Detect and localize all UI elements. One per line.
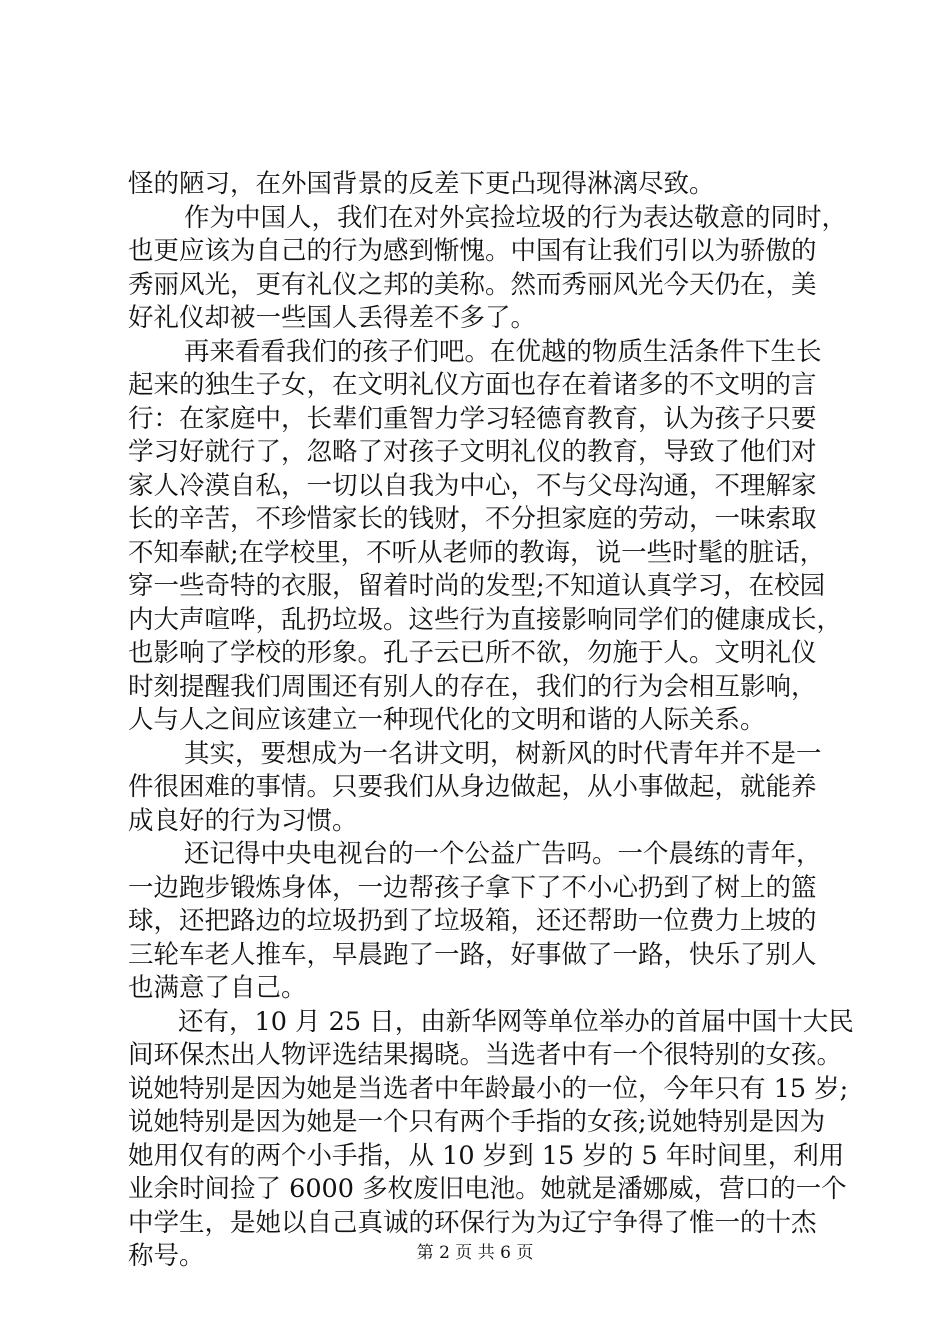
- text-line: 好礼仪却被一些国人丢得差不多了。: [128, 303, 537, 333]
- page-number-footer: 第 2 页 共 6 页: [416, 1243, 534, 1263]
- text-line: 也更应该为自己的行为感到惭愧。中国有让我们引以为骄傲的: [128, 236, 817, 266]
- text-line: 称号。: [128, 1241, 205, 1271]
- text-line: 家人冷漠自私，一切以自我为中心，不与父母沟通，不理解家: [128, 470, 817, 501]
- text-line: 也影响了学校的形象。孔子云已所不欲，勿施于人。文明礼仪: [128, 638, 817, 668]
- text-line: 穿一些奇特的衣服，留着时尚的发型;不知道认真学习，在校园: [128, 571, 826, 601]
- document-body: [128, 168, 854, 1274]
- text-line: 三轮车老人推车，早晨跑了一路，好事做了一路，快乐了别人: [128, 939, 817, 970]
- text-line: 中学生，是她以自己真诚的环保行为为辽宁争得了惟一的十杰: [128, 1207, 817, 1238]
- text-line: 业余时间捡了 6000 多枚废旧电池。她就是潘娜威，营口的一个: [128, 1174, 847, 1204]
- paragraph-start-line: 再来看看我们的孩子们吧。在优越的物质生活条件下生长: [184, 336, 822, 367]
- text-line: 成良好的行为习惯。: [128, 805, 358, 836]
- text-line: 说她特别是因为她是一个只有两个手指的女孩;说她特别是因为: [128, 1107, 826, 1137]
- text-line: 怪的陋习，在外国背景的反差下更凸现得淋漓尽致。: [128, 169, 715, 199]
- text-line: 一边跑步锻炼身体，一边帮孩子拿下了不小心扔到了树上的篮: [128, 872, 817, 903]
- paragraph-start-line: 还有，10 月 25 日，由新华网等单位举办的首届中国十大民: [178, 1006, 854, 1037]
- text-line: 人与人之间应该建立一种现代化的文明和谐的人际关系。: [128, 705, 766, 735]
- text-line: 不知奉献;在学校里，不听从老师的教诲，说一些时髦的脏话，: [128, 537, 826, 568]
- text-line: 内大声喧哗，乱扔垃圾。这些行为直接影响同学们的健康成长，: [128, 604, 843, 635]
- text-line: 间环保杰出人物评选结果揭晓。当选者中有一个很特别的女孩。: [128, 1040, 843, 1070]
- text-line: 长的辛苦，不珍惜家长的钱财，不分担家庭的劳动，一味索取: [128, 504, 817, 534]
- text-line: 行：在家庭中，长辈们重智力学习轻德育教育，认为孩子只要: [128, 403, 817, 434]
- text-line: 件很困难的事情。只要我们从身边做起，从小事做起，就能养: [128, 772, 817, 802]
- text-line: 她用仅有的两个小手指，从 10 岁到 15 岁的 5 年时间里，利用: [128, 1140, 845, 1171]
- text-line: 说她特别是因为她是当选者中年龄最小的一位，今年只有 15 岁;: [128, 1073, 849, 1104]
- text-line: 起来的独生子女，在文明礼仪方面也存在着诸多的不文明的言: [128, 370, 817, 400]
- text-line: 秀丽风光，更有礼仪之邦的美称。然而秀丽风光今天仍在，美: [128, 269, 817, 300]
- paragraph-start-line: 还记得中央电视台的一个公益广告吗。一个晨练的青年，: [184, 839, 822, 869]
- text-line: 球，还把路边的垃圾扔到了垃圾箱，还还帮助一位费力上坡的: [128, 906, 817, 936]
- text-line: 也满意了自己。: [128, 973, 307, 1003]
- text-line: 时刻提醒我们周围还有别人的存在，我们的行为会相互影响，: [128, 671, 817, 702]
- paragraph-start-line: 其实，要想成为一名讲文明，树新风的时代青年并不是一: [184, 738, 822, 769]
- text-line: 学习好就行了，忽略了对孩子文明礼仪的教育，导致了他们对: [128, 437, 817, 467]
- paragraph-start-line: 作为中国人，我们在对外宾捡垃圾的行为表达敬意的同时，: [184, 202, 848, 233]
